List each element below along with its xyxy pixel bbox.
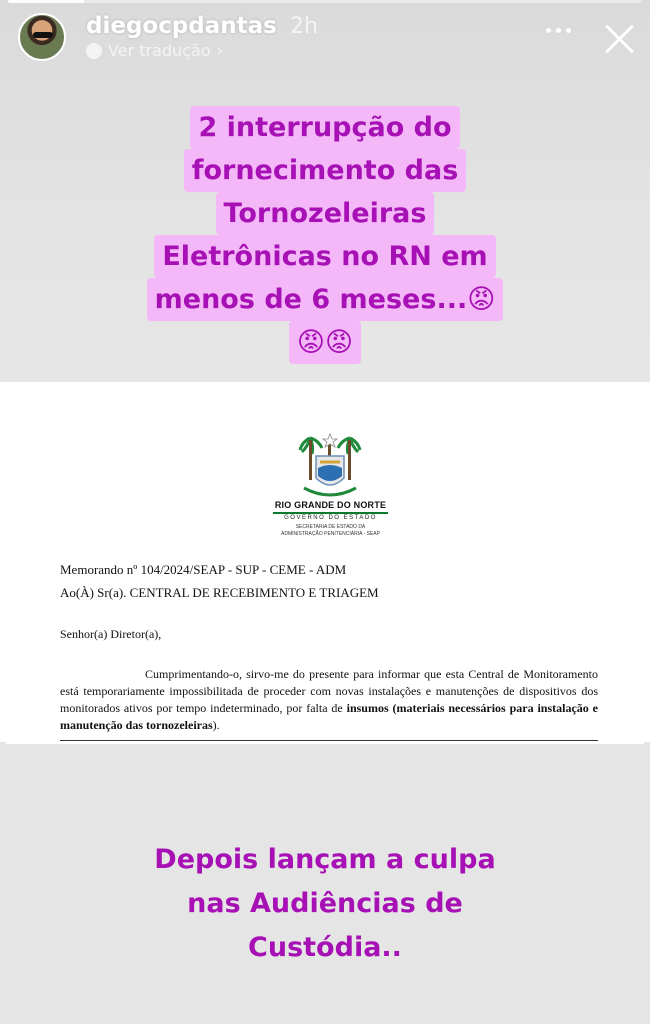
caption-line: 2 interrupção do bbox=[190, 106, 459, 149]
memo-body-text: Cumprimentando-o, sirvo-me do presente para informar que esta Central de Monitoramento está temporariamente impossibilitada de proceder com novas instalações e manutenções de dispositivos dos monitorados ativos por tempo indeterminado, por falta de bbox=[60, 667, 598, 715]
chevron-right-icon: › bbox=[216, 41, 223, 60]
caption-line: Eletrônicas no RN em bbox=[154, 235, 495, 278]
globe-icon bbox=[86, 43, 102, 59]
memo-recipient: Ao(À) Sr(a). CENTRAL DE RECEBIMENTO E TRIAGEM bbox=[60, 585, 379, 600]
username[interactable]: diegocpdantas bbox=[86, 13, 277, 39]
story-progress-fill bbox=[8, 0, 84, 3]
state-name: RIO GRANDE DO NORTE bbox=[274, 500, 387, 510]
caption-line: menos de 6 meses...😡 bbox=[147, 278, 504, 321]
post-time: 2h bbox=[290, 14, 318, 39]
caption-line: Custódia.. bbox=[248, 932, 402, 963]
memo-greeting: Senhor(a) Diretor(a), bbox=[60, 627, 162, 641]
state-name-underline bbox=[273, 512, 388, 514]
state-coat-of-arms-icon bbox=[298, 432, 362, 498]
caption-line: fornecimento das bbox=[184, 149, 467, 192]
caption-line: Tornozeleiras bbox=[216, 192, 435, 235]
memo-body bbox=[60, 666, 598, 734]
memo-body-bold: insumos (materiais necessários para instalação e manutenção das tornozeleiras bbox=[60, 701, 598, 732]
secretariat-line-1: SECRETARIA DE ESTADO DA bbox=[295, 524, 366, 530]
memo-divider bbox=[60, 740, 598, 741]
see-translation-label: Ver tradução bbox=[108, 41, 211, 60]
dot-icon bbox=[546, 28, 551, 33]
more-options-button[interactable] bbox=[546, 28, 571, 33]
close-button[interactable] bbox=[602, 20, 638, 56]
caption-line: 😡😡 bbox=[289, 321, 361, 364]
caption-line: nas Audiências de bbox=[187, 888, 463, 919]
top-caption bbox=[0, 106, 650, 364]
caption-line: Depois lançam a culpa bbox=[154, 844, 496, 875]
dot-icon bbox=[556, 28, 561, 33]
dot-icon bbox=[566, 28, 571, 33]
memo-number: Memorando nº 104/2024/SEAP - SUP - CEME - ADM bbox=[60, 562, 347, 577]
avatar[interactable] bbox=[18, 13, 66, 61]
see-translation-link[interactable] bbox=[86, 41, 223, 60]
memo-body-end: ). bbox=[212, 718, 220, 732]
memo-document-image bbox=[6, 382, 644, 744]
bottom-caption bbox=[0, 838, 650, 970]
avatar-glasses bbox=[33, 32, 53, 38]
secretariat-line-2: ADMINISTRAÇÃO PENITENCIÁRIA - SEAP bbox=[281, 531, 380, 537]
state-government-label: GOVERNO DO ESTADO bbox=[284, 515, 377, 521]
story-progress-bar bbox=[8, 0, 642, 3]
